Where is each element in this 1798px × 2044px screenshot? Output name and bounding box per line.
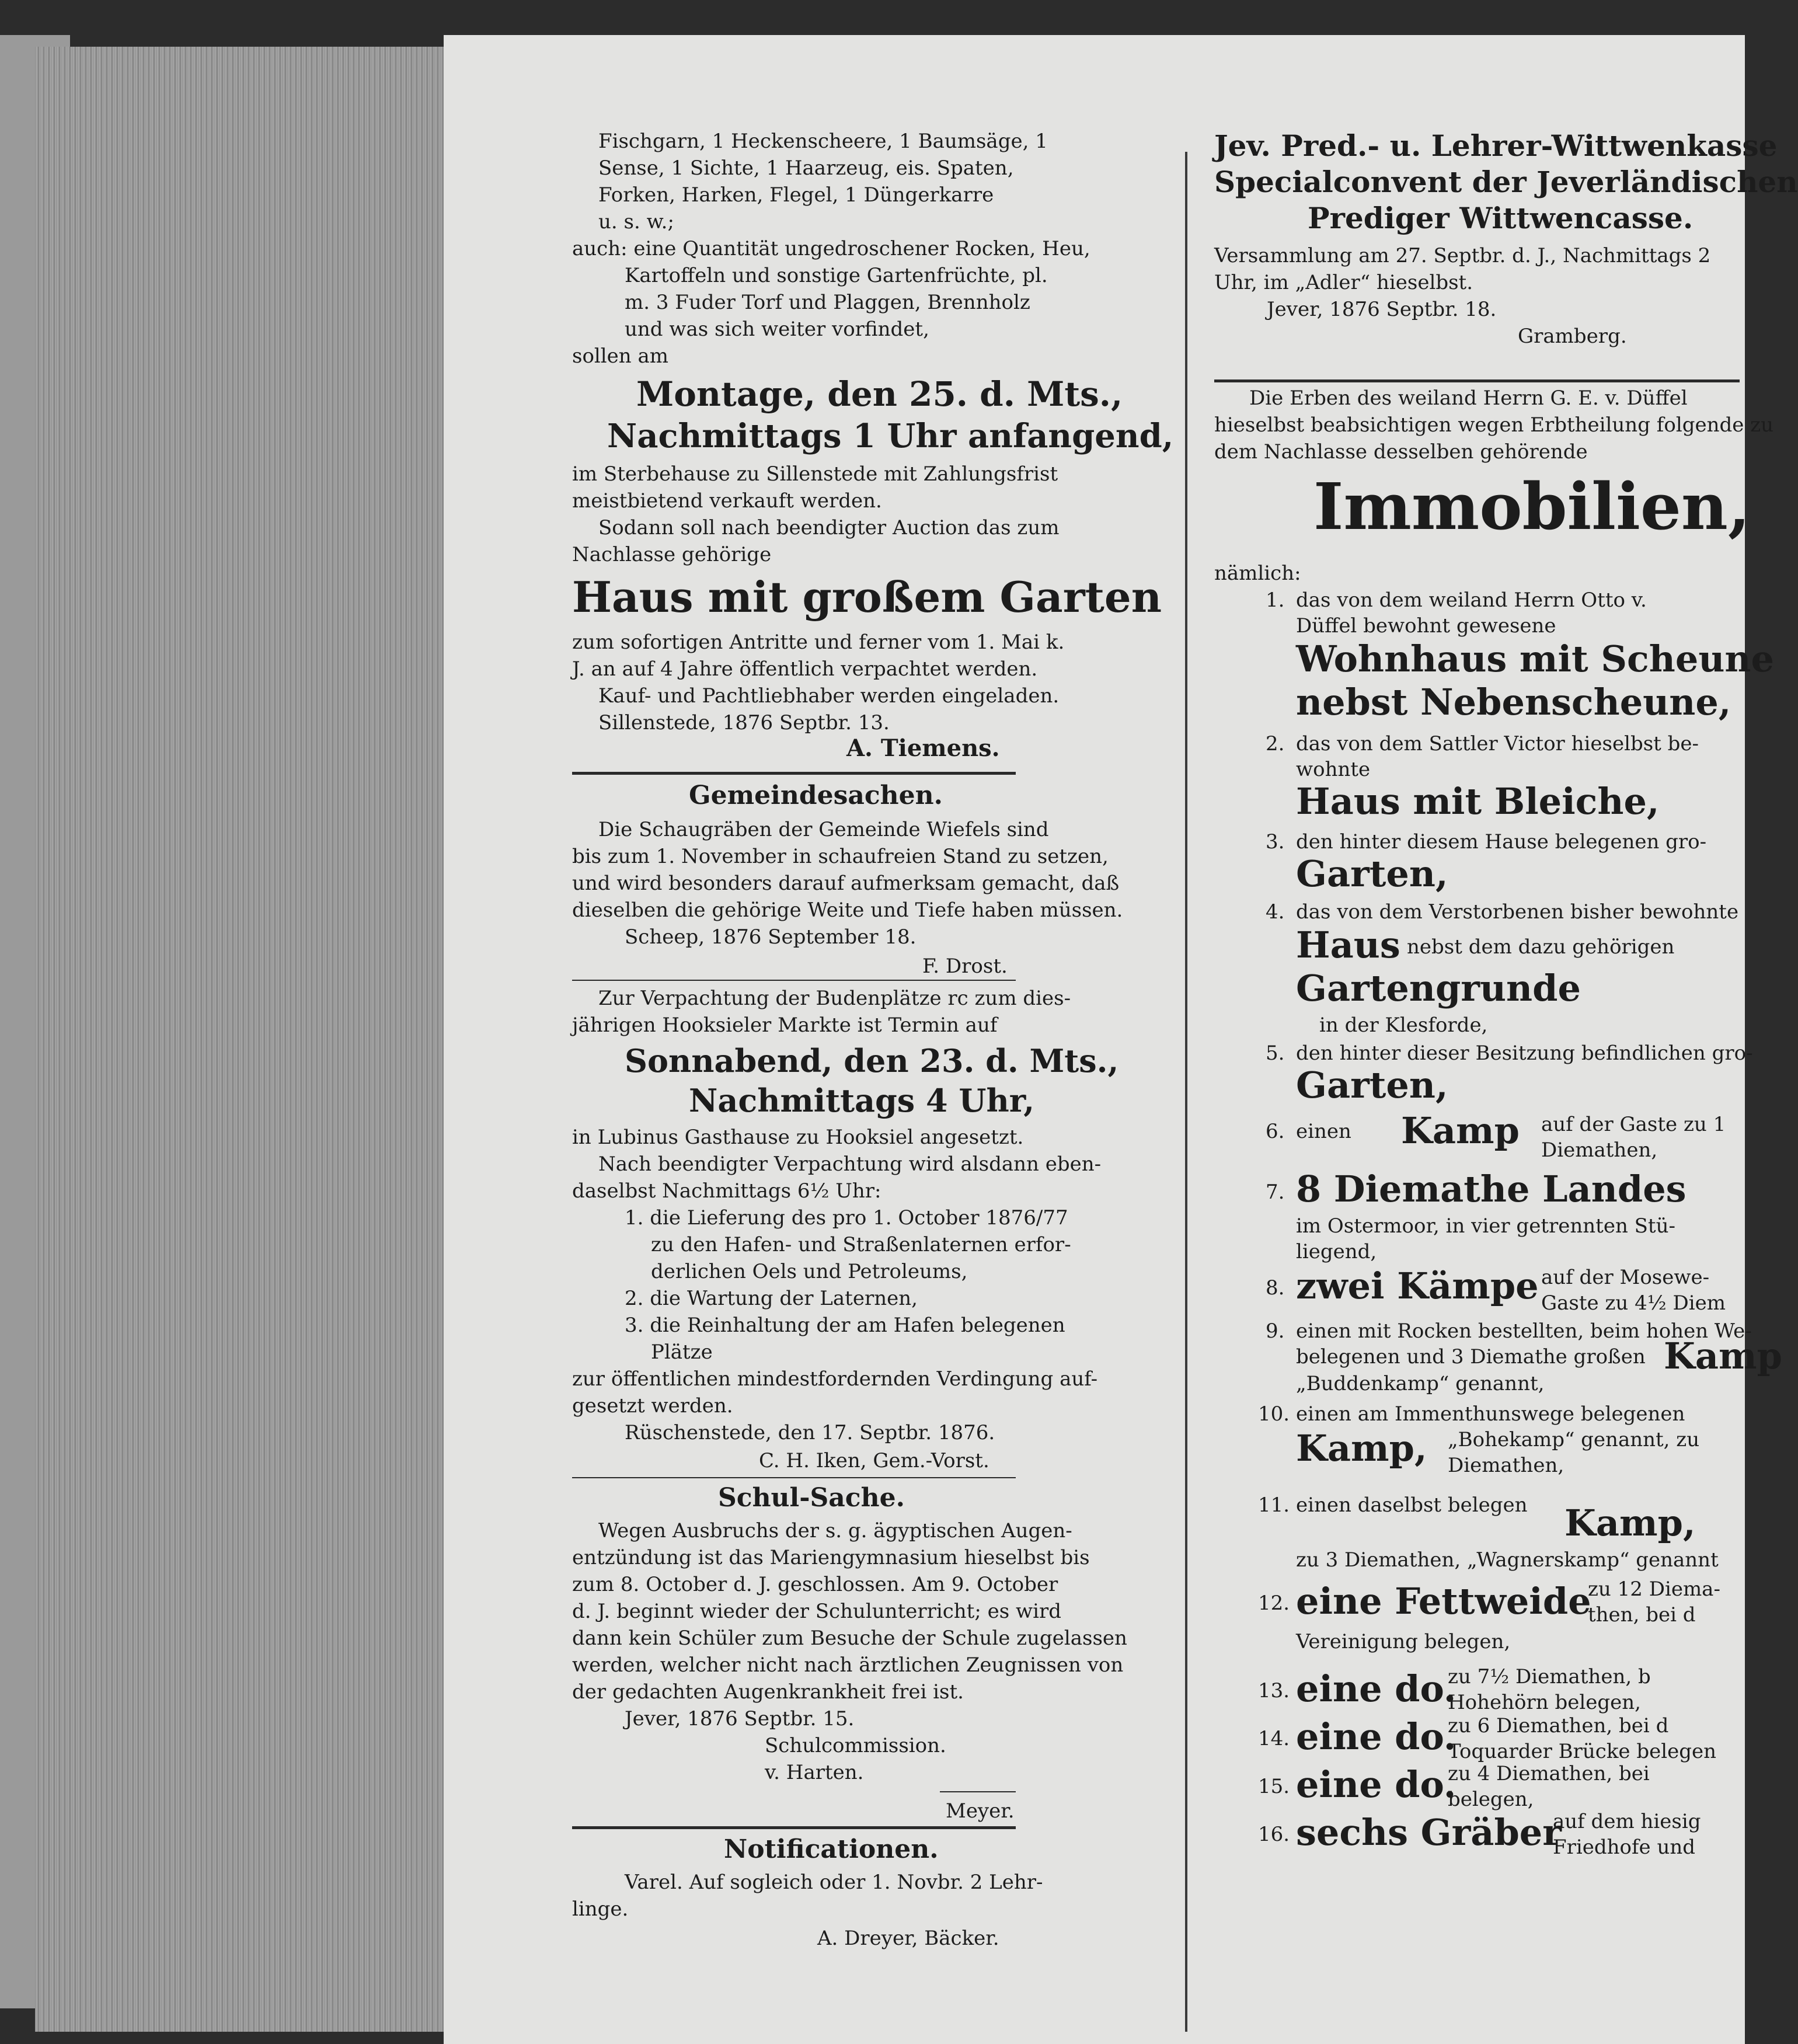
ad-line: Sense, 1 Sichte, 1 Haarzeug, eis. Spaten, bbox=[598, 156, 1014, 180]
notice-line: Rüschenstede, den 17. Septbr. 1876. bbox=[625, 1421, 995, 1444]
item-title: Garten, bbox=[1296, 1064, 1448, 1106]
auction-time: Nachmittags 1 Uhr anfangend, bbox=[607, 417, 1174, 455]
item-text: einen daselbst belegen bbox=[1296, 1493, 1528, 1517]
item-text: „Buddenkamp“ genannt, bbox=[1296, 1372, 1545, 1395]
item-number: 2. bbox=[1266, 732, 1285, 755]
column-divider bbox=[1185, 152, 1187, 2032]
item-number: 8. bbox=[1266, 1276, 1285, 1300]
notice-signature: v. Harten. bbox=[765, 1761, 864, 1784]
notice-signature: Gramberg. bbox=[1518, 325, 1627, 348]
section-heading: Gemeindesachen. bbox=[689, 781, 943, 810]
item-text: belegen, bbox=[1448, 1788, 1534, 1811]
item-number: 3. bbox=[1266, 830, 1285, 854]
item-text: zu 3 Diemathen, „Wagnerskamp“ genannt bbox=[1296, 1548, 1719, 1572]
ad-line: Fischgarn, 1 Heckenscheere, 1 Baumsäge, 1 bbox=[598, 130, 1048, 153]
item-title: Garten, bbox=[1296, 852, 1448, 895]
item-text: wohnte bbox=[1296, 758, 1371, 781]
notice-title: Prediger Wittwencasse. bbox=[1308, 201, 1694, 235]
item-text: auf der Mosewe- bbox=[1541, 1266, 1710, 1289]
item-text: den hinter diesem Hause belegenen gro- bbox=[1296, 830, 1707, 854]
notice-time: Nachmittags 4 Uhr, bbox=[689, 1082, 1035, 1119]
ad-line: Sillenstede, 1876 Septbr. 13. bbox=[598, 711, 890, 734]
right-column bbox=[1214, 35, 1798, 1962]
item-text: zu 7½ Diemathen, b bbox=[1448, 1665, 1651, 1688]
item-text: auf der Gaste zu 1 bbox=[1541, 1113, 1726, 1136]
item-title: Kamp, bbox=[1564, 1502, 1696, 1544]
notice-line: zur öffentlichen mindestfordernden Verdingung auf- bbox=[572, 1367, 1098, 1391]
item-text: einen bbox=[1296, 1120, 1351, 1143]
ad-headline: Immobilien, bbox=[1313, 469, 1751, 544]
left-column bbox=[572, 35, 1174, 1962]
item-number: 10. bbox=[1258, 1402, 1290, 1426]
item-title: Haus mit Bleiche, bbox=[1296, 780, 1660, 823]
item-title: eine do. bbox=[1296, 1715, 1456, 1758]
notice-signature: Meyer. bbox=[946, 1799, 1015, 1823]
notice-line: Scheep, 1876 September 18. bbox=[625, 925, 917, 949]
item-text: Düffel bewohnt gewesene bbox=[1296, 614, 1556, 638]
item-title: Gartengrunde bbox=[1296, 967, 1581, 1009]
notice-line: Zur Verpachtung der Budenplätze rc zum dies- bbox=[598, 987, 1071, 1010]
notice-signature: C. H. Iken, Gem.-Vorst. bbox=[759, 1449, 989, 1472]
ad-line: u. s. w.; bbox=[598, 210, 674, 234]
ad-line: nämlich: bbox=[1214, 562, 1301, 585]
item-text: Friedhofe und bbox=[1553, 1836, 1696, 1859]
item-title: zwei Kämpe bbox=[1296, 1265, 1539, 1307]
ad-line: hieselbst beabsichtigen wegen Erbtheilung folgende zu bbox=[1214, 413, 1773, 437]
ad-line: J. an auf 4 Jahre öffentlich verpachtet werden. bbox=[572, 657, 1038, 681]
item-title: Wohnhaus mit Scheune bbox=[1296, 638, 1774, 680]
notice-line: Jever, 1876 Septbr. 18. bbox=[1267, 298, 1497, 321]
item-text: Vereinigung belegen, bbox=[1296, 1630, 1511, 1653]
notice-line: derlichen Oels und Petroleums, bbox=[651, 1260, 968, 1283]
notice-line: werden, welcher nicht nach ärztlichen Zeugnissen von bbox=[572, 1653, 1124, 1677]
notice-line: Plätze bbox=[651, 1340, 713, 1364]
item-number: 1. bbox=[1266, 589, 1285, 612]
notice-line: Uhr, im „Adler“ hieselbst. bbox=[1214, 271, 1473, 294]
book-page-edges bbox=[35, 47, 444, 2032]
ad-line: sollen am bbox=[572, 344, 669, 368]
item-number: 4. bbox=[1266, 900, 1285, 924]
item-text: Gaste zu 4½ Diem bbox=[1541, 1291, 1726, 1315]
notice-line: dieselben die gehörige Weite und Tiefe haben müssen. bbox=[572, 899, 1123, 922]
item-title: eine do. bbox=[1296, 1667, 1456, 1710]
item-text: nebst dem dazu gehörigen bbox=[1407, 935, 1675, 959]
notice-signature: F. Drost. bbox=[922, 955, 1008, 978]
item-title: sechs Gräber bbox=[1296, 1811, 1562, 1854]
item-title: Kamp bbox=[1664, 1335, 1783, 1377]
notice-date: Sonnabend, den 23. d. Mts., bbox=[625, 1042, 1119, 1080]
notice-line: 1. die Lieferung des pro 1. October 1876/77 bbox=[625, 1206, 1068, 1230]
item-title: Haus bbox=[1296, 924, 1400, 966]
ad-line: m. 3 Fuder Torf und Plaggen, Brennholz bbox=[625, 291, 1030, 314]
item-text: belegenen und 3 Diemathe großen bbox=[1296, 1345, 1646, 1369]
item-number: 6. bbox=[1266, 1120, 1285, 1143]
ad-line: Sodann soll nach beendigter Auction das zum bbox=[598, 516, 1060, 539]
item-title: Kamp bbox=[1401, 1109, 1520, 1152]
ad-line: Forken, Harken, Flegel, 1 Düngerkarre bbox=[598, 183, 994, 207]
item-text: im Ostermoor, in vier getrennten Stü- bbox=[1296, 1214, 1675, 1238]
item-text: zu 6 Diemathen, bei d bbox=[1448, 1714, 1669, 1737]
ad-line: dem Nachlasse desselben gehörende bbox=[1214, 440, 1588, 464]
ad-line: auch: eine Quantität ungedroschener Rocken, Heu, bbox=[572, 237, 1090, 260]
notice-title: Jev. Pred.- u. Lehrer-Wittwenkasse bbox=[1214, 128, 1778, 163]
item-text: Toquarder Brücke belegen bbox=[1448, 1740, 1717, 1763]
notice-line: zum 8. October d. J. geschlossen. Am 9. October bbox=[572, 1573, 1058, 1596]
item-text: zu 12 Diema- bbox=[1588, 1578, 1720, 1601]
item-number: 13. bbox=[1258, 1679, 1290, 1702]
section-heading: Notificationen. bbox=[724, 1834, 939, 1864]
item-text: das von dem Sattler Victor hieselbst be- bbox=[1296, 732, 1699, 755]
item-title: eine do. bbox=[1296, 1763, 1456, 1806]
item-text: zu 4 Diemathen, bei bbox=[1448, 1762, 1650, 1785]
signature-line bbox=[940, 1791, 1016, 1792]
item-text: das von dem Verstorbenen bisher bewohnte bbox=[1296, 900, 1739, 924]
section-divider bbox=[572, 1477, 1016, 1478]
item-number: 15. bbox=[1258, 1775, 1290, 1798]
notice-line: bis zum 1. November in schaufreien Stand zu setzen, bbox=[572, 845, 1109, 868]
notice-line: 3. die Reinhaltung der am Hafen belegenen bbox=[625, 1314, 1065, 1337]
item-text: den hinter dieser Besitzung befindlichen gro- bbox=[1296, 1042, 1753, 1065]
item-text: in der Klesforde, bbox=[1319, 1014, 1488, 1037]
item-text: auf dem hiesig bbox=[1553, 1810, 1701, 1833]
ad-line: und was sich weiter vorfindet, bbox=[625, 318, 929, 341]
notice-title: Specialconvent der Jeverländischen bbox=[1214, 165, 1798, 199]
notice-line: entzündung ist das Mariengymnasium hieselbst bis bbox=[572, 1546, 1090, 1569]
notice-line: der gedachten Augenkrankheit frei ist. bbox=[572, 1680, 964, 1704]
ad-line: Die Erben des weiland Herrn G. E. v. Düffel bbox=[1249, 386, 1688, 410]
ad-headline: Haus mit großem Garten bbox=[572, 572, 1162, 622]
notice-line: Versammlung am 27. Septbr. d. J., Nachmittags 2 bbox=[1214, 244, 1711, 267]
section-divider bbox=[572, 1826, 1016, 1829]
notice-line: jährigen Hooksieler Markte ist Termin auf bbox=[572, 1014, 998, 1037]
item-number: 7. bbox=[1266, 1181, 1285, 1204]
notice-signature: A. Dreyer, Bäcker. bbox=[817, 1927, 999, 1950]
notice-line: 2. die Wartung der Laternen, bbox=[625, 1287, 918, 1310]
item-text: Diemathen, bbox=[1541, 1138, 1658, 1162]
ad-line: meistbietend verkauft werden. bbox=[572, 489, 882, 513]
section-divider bbox=[572, 772, 1016, 775]
notice-line: Wegen Ausbruchs der s. g. ägyptischen Augen- bbox=[598, 1519, 1072, 1542]
notice-line: Jever, 1876 Septbr. 15. bbox=[625, 1707, 855, 1730]
item-text: then, bei d bbox=[1588, 1603, 1696, 1627]
item-text: liegend, bbox=[1296, 1240, 1377, 1263]
notice-line: gesetzt werden. bbox=[572, 1394, 733, 1418]
notice-line: in Lubinus Gasthause zu Hooksiel angesetzt. bbox=[572, 1126, 1024, 1149]
item-number: 16. bbox=[1258, 1823, 1290, 1846]
notice-line: zu den Hafen- und Straßenlaternen erfor- bbox=[651, 1233, 1071, 1256]
item-text: einen mit Rocken bestellten, beim hohen We- bbox=[1296, 1319, 1752, 1343]
item-title: 8 Diemathe Landes bbox=[1296, 1168, 1687, 1210]
item-text: Diemathen, bbox=[1448, 1454, 1564, 1477]
notice-line: Nach beendigter Verpachtung wird alsdann eben- bbox=[598, 1152, 1102, 1176]
item-number: 14. bbox=[1258, 1727, 1290, 1750]
notice-line: Die Schaugräben der Gemeinde Wiefels sind bbox=[598, 818, 1049, 841]
item-title: Kamp, bbox=[1296, 1427, 1427, 1470]
notice-line: und wird besonders darauf aufmerksam gemacht, daß bbox=[572, 872, 1120, 895]
section-heading: Schul-Sache. bbox=[718, 1483, 905, 1513]
notice-line: linge. bbox=[572, 1897, 629, 1921]
ad-line: Nachlasse gehörige bbox=[572, 543, 772, 566]
item-title: nebst Nebenscheune, bbox=[1296, 681, 1731, 723]
ad-line: Kartoffeln und sonstige Gartenfrüchte, pl. bbox=[625, 264, 1048, 287]
item-number: 11. bbox=[1258, 1493, 1290, 1517]
notice-commission: Schulcommission. bbox=[765, 1734, 946, 1757]
notice-line: dann kein Schüler zum Besuche der Schule zugelassen bbox=[572, 1627, 1127, 1650]
item-text: Hohehörn belegen, bbox=[1448, 1691, 1641, 1714]
ad-line: im Sterbehause zu Sillenstede mit Zahlungsfrist bbox=[572, 462, 1058, 486]
item-text: „Bohekamp“ genannt, zu bbox=[1448, 1428, 1700, 1451]
item-number: 12. bbox=[1258, 1592, 1290, 1615]
newspaper-page bbox=[444, 35, 1798, 2044]
notice-line: daselbst Nachmittags 6½ Uhr: bbox=[572, 1179, 881, 1203]
section-divider bbox=[1214, 379, 1740, 382]
item-number: 5. bbox=[1266, 1042, 1285, 1065]
item-title: eine Fettweide bbox=[1296, 1580, 1591, 1622]
ad-line: Kauf- und Pachtliebhaber werden eingeladen. bbox=[598, 684, 1060, 708]
ad-line: zum sofortigen Antritte und ferner vom 1. Mai k. bbox=[572, 631, 1065, 654]
item-text: einen am Immenthunswege belegenen bbox=[1296, 1402, 1685, 1426]
item-number: 9. bbox=[1266, 1319, 1285, 1343]
section-divider bbox=[572, 980, 1016, 981]
auction-date: Montage, den 25. d. Mts., bbox=[636, 374, 1123, 414]
item-text: das von dem weiland Herrn Otto v. bbox=[1296, 589, 1647, 612]
notice-line: d. J. beginnt wieder der Schulunterricht; es wird bbox=[572, 1600, 1061, 1623]
notice-line: Varel. Auf sogleich oder 1. Novbr. 2 Lehr- bbox=[625, 1871, 1043, 1894]
ad-signature: A. Tiemens. bbox=[846, 734, 1000, 762]
